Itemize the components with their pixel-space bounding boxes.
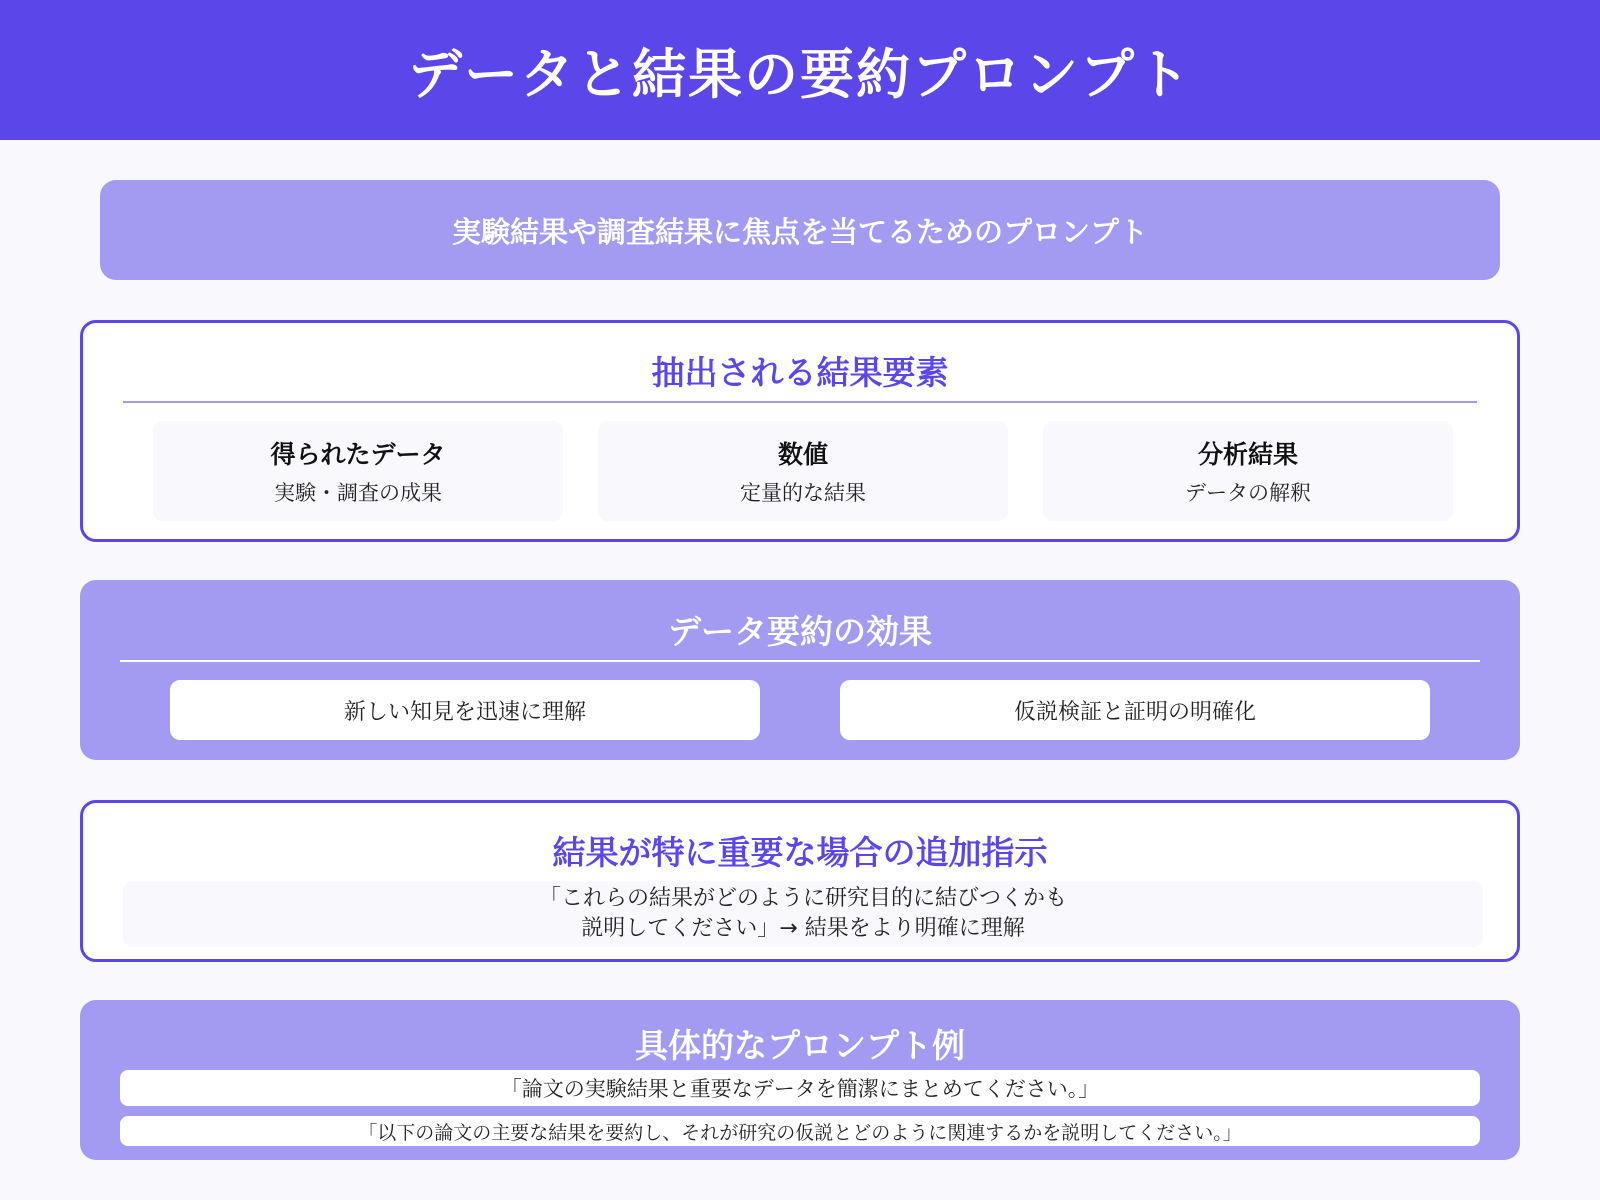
element-card-desc: データの解釈	[1185, 481, 1311, 505]
element-card-analysis	[1043, 421, 1453, 521]
extracted-divider	[123, 401, 1477, 403]
header-banner	[0, 0, 1600, 140]
instructions-section	[80, 800, 1520, 962]
element-card-title: 数値	[777, 440, 828, 469]
example-prompt: 「以下の論文の主要な結果を要約し、それが研究の仮説とどのように関連するかを説明してください。」	[120, 1116, 1480, 1146]
subtitle-banner	[100, 180, 1500, 280]
element-card-numbers	[598, 421, 1008, 521]
element-card-title: 得られたデータ	[270, 440, 446, 469]
examples-title: 具体的なプロンプト例	[635, 1026, 965, 1065]
instruction-line: 「これらの結果がどのように研究目的に結びつくかも	[538, 886, 1067, 911]
instructions-title: 結果が特に重要な場合の追加指示	[552, 833, 1048, 872]
page-title: データと結果の要約プロンプト	[408, 42, 1192, 106]
effect-item: 仮説検証と証明の明確化	[840, 680, 1430, 740]
example-prompt: 「論文の実験結果と重要なデータを簡潔にまとめてください。」	[120, 1070, 1480, 1106]
extracted-elements-title: 抽出される結果要素	[651, 353, 949, 392]
element-card-desc: 定量的な結果	[740, 481, 866, 505]
effects-title: データ要約の効果	[668, 612, 932, 651]
effects-section	[80, 580, 1520, 760]
instruction-line: 説明してください」→ 結果をより明確に理解	[581, 916, 1025, 941]
instruction-text-box	[123, 881, 1483, 947]
effect-item: 新しい知見を迅速に理解	[170, 680, 760, 740]
effects-divider	[120, 660, 1480, 662]
subtitle-text: 実験結果や調査結果に焦点を当てるためのプロンプト	[451, 214, 1148, 249]
element-card-title: 分析結果	[1197, 440, 1298, 469]
element-card-data	[153, 421, 563, 521]
extracted-elements-section	[80, 320, 1520, 542]
element-card-desc: 実験・調査の成果	[274, 481, 442, 505]
examples-section	[80, 1000, 1520, 1160]
